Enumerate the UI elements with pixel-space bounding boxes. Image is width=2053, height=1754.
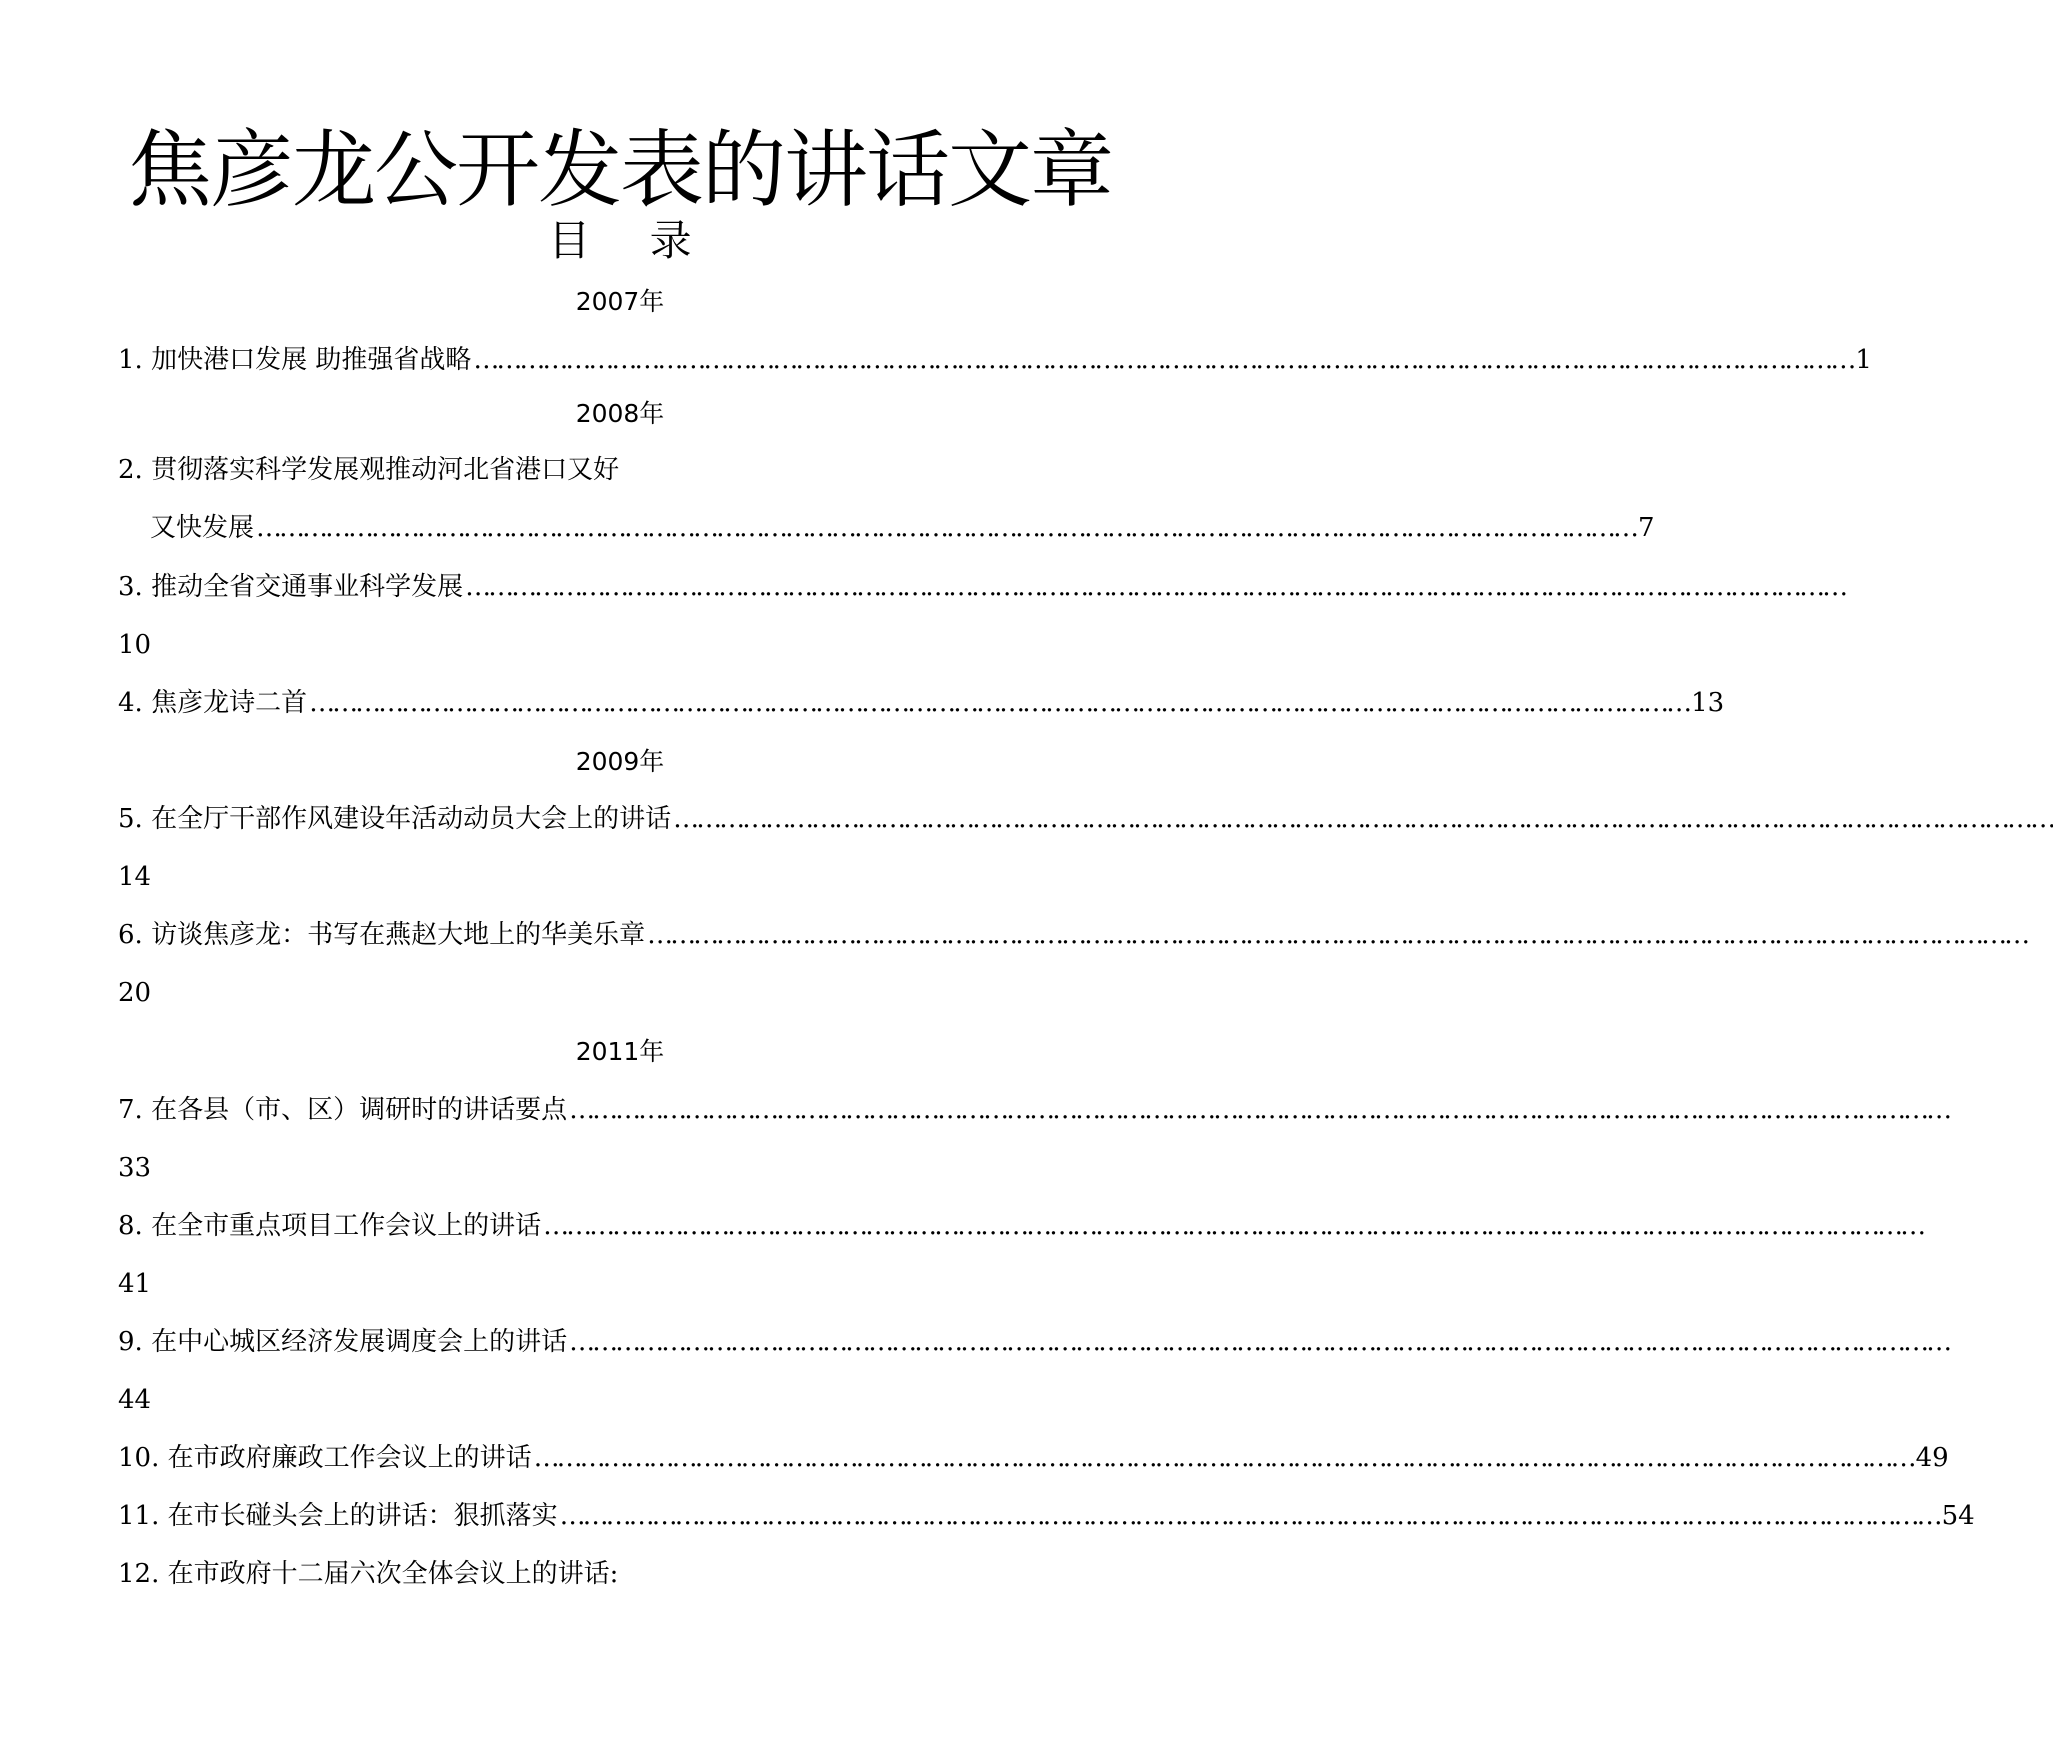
entry-number: 2. (118, 455, 143, 485)
entry-title: 在市长碰头会上的讲话：狠抓落实 (167, 1501, 558, 1531)
entry-page-number-7: 33 (118, 1153, 152, 1183)
toc-entry-3[interactable] (118, 567, 1846, 607)
document-title: 焦彦龙公开发表的讲话文章 (127, 121, 1112, 219)
toc-heading (0, 214, 1240, 268)
entry-title: 焦彦龙诗二首 (151, 688, 308, 718)
entry-page-number: 54 (1941, 1501, 1975, 1531)
leader-dots: ……………………………………………………………………………………………………………………………………………………………… (559, 1501, 1940, 1531)
entry-number: 5. (118, 804, 143, 834)
toc-entry-11[interactable] (118, 1496, 1975, 1536)
toc-heading-char-1: 目 (548, 216, 591, 265)
entry-title: 加快港口发展 助推强省战略 (151, 345, 472, 375)
entry-page-number-6: 20 (118, 978, 152, 1008)
toc-entry-6[interactable] (118, 915, 2028, 955)
leader-dots: ……………………………………………………………………………………………………………………………………………………………… (256, 513, 1637, 543)
entry-page-number: 49 (1915, 1443, 1949, 1473)
toc-entry-4[interactable] (118, 683, 1725, 723)
entry-number: 4. (118, 688, 143, 718)
entry-page-number-5: 14 (118, 862, 152, 892)
year-heading-2008: 2008年 (575, 399, 665, 428)
leader-dots: ……………………………………………………………………………………………………………………………………………………………… (473, 345, 1854, 375)
entry-number: 10. (118, 1443, 160, 1473)
toc-entry-10[interactable] (118, 1438, 1949, 1478)
entry-number: 8. (118, 1211, 143, 1241)
entry-number: 6. (118, 920, 143, 950)
leader-dots: ……………………………………………………………………………………………………………………………………………………………… (569, 1095, 1950, 1125)
entry-title: 在中心城区经济发展调度会上的讲话 (151, 1327, 568, 1357)
toc-entry-2[interactable] (118, 450, 1124, 490)
toc-entry-9[interactable] (118, 1322, 1950, 1362)
toc-heading-char-2: 录 (649, 216, 692, 265)
entry-page-number-3: 10 (118, 630, 152, 660)
entry-number: 1. (118, 345, 143, 375)
toc-entry-2-continuation[interactable] (150, 508, 1655, 548)
entry-title: 在全市重点项目工作会议上的讲话 (151, 1211, 542, 1241)
leader-dots: ……………………………………………………………………………………………………………………………………………………………… (309, 688, 1690, 718)
leader-dots: ……………………………………………………………………………………………………………………………………………………………… (465, 572, 1846, 602)
leader-dots: ……………………………………………………………………………………………………………………………………………………………… (569, 1327, 1950, 1357)
entry-number: 11. (118, 1501, 160, 1531)
entry-number: 7. (118, 1095, 143, 1125)
leader-dots: ……………………………………………………………………………………………………………………………………………………………… (647, 920, 2028, 950)
entry-title: 在各县（市、区）调研时的讲话要点 (151, 1095, 568, 1125)
entry-title-continuation: 又快发展 (150, 513, 255, 543)
year-heading-2011: 2011年 (575, 1037, 665, 1066)
entry-page-number: 13 (1691, 688, 1725, 718)
toc-entry-7[interactable] (118, 1090, 1950, 1130)
year-heading-2009: 2009年 (575, 747, 665, 776)
leader-dots: ……………………………………………………………………………………………………………………………………………………………… (533, 1443, 1914, 1473)
entry-number: 3. (118, 572, 143, 602)
entry-page-number: 1 (1855, 345, 1872, 375)
entry-title: 访谈焦彦龙：书写在燕赵大地上的华美乐章 (151, 920, 646, 950)
toc-entry-8[interactable] (118, 1206, 1924, 1246)
toc-entry-5[interactable] (118, 799, 2053, 839)
entry-page-number: 7 (1638, 513, 1655, 543)
entry-title: 在全厅干部作风建设年活动动员大会上的讲话 (151, 804, 672, 834)
entry-title: 在市政府十二届六次全体会议上的讲话: (167, 1559, 619, 1589)
entry-number: 12. (118, 1559, 160, 1589)
toc-entry-12[interactable] (118, 1554, 1124, 1594)
entry-title: 推动全省交通事业科学发展 (151, 572, 464, 602)
entry-title: 在市政府廉政工作会议上的讲话 (167, 1443, 532, 1473)
entry-page-number-8: 41 (118, 1269, 152, 1299)
entry-title: 贯彻落实科学发展观推动河北省港口又好 (151, 455, 620, 485)
year-heading-2007: 2007年 (575, 287, 665, 316)
entry-page-number-9: 44 (118, 1385, 152, 1415)
leader-dots: ……………………………………………………………………………………………………………………………………………………………… (543, 1211, 1924, 1241)
leader-dots: ……………………………………………………………………………………………………………………………………………………………… (673, 804, 2053, 834)
toc-entry-1[interactable] (118, 340, 1872, 380)
entry-number: 9. (118, 1327, 143, 1357)
